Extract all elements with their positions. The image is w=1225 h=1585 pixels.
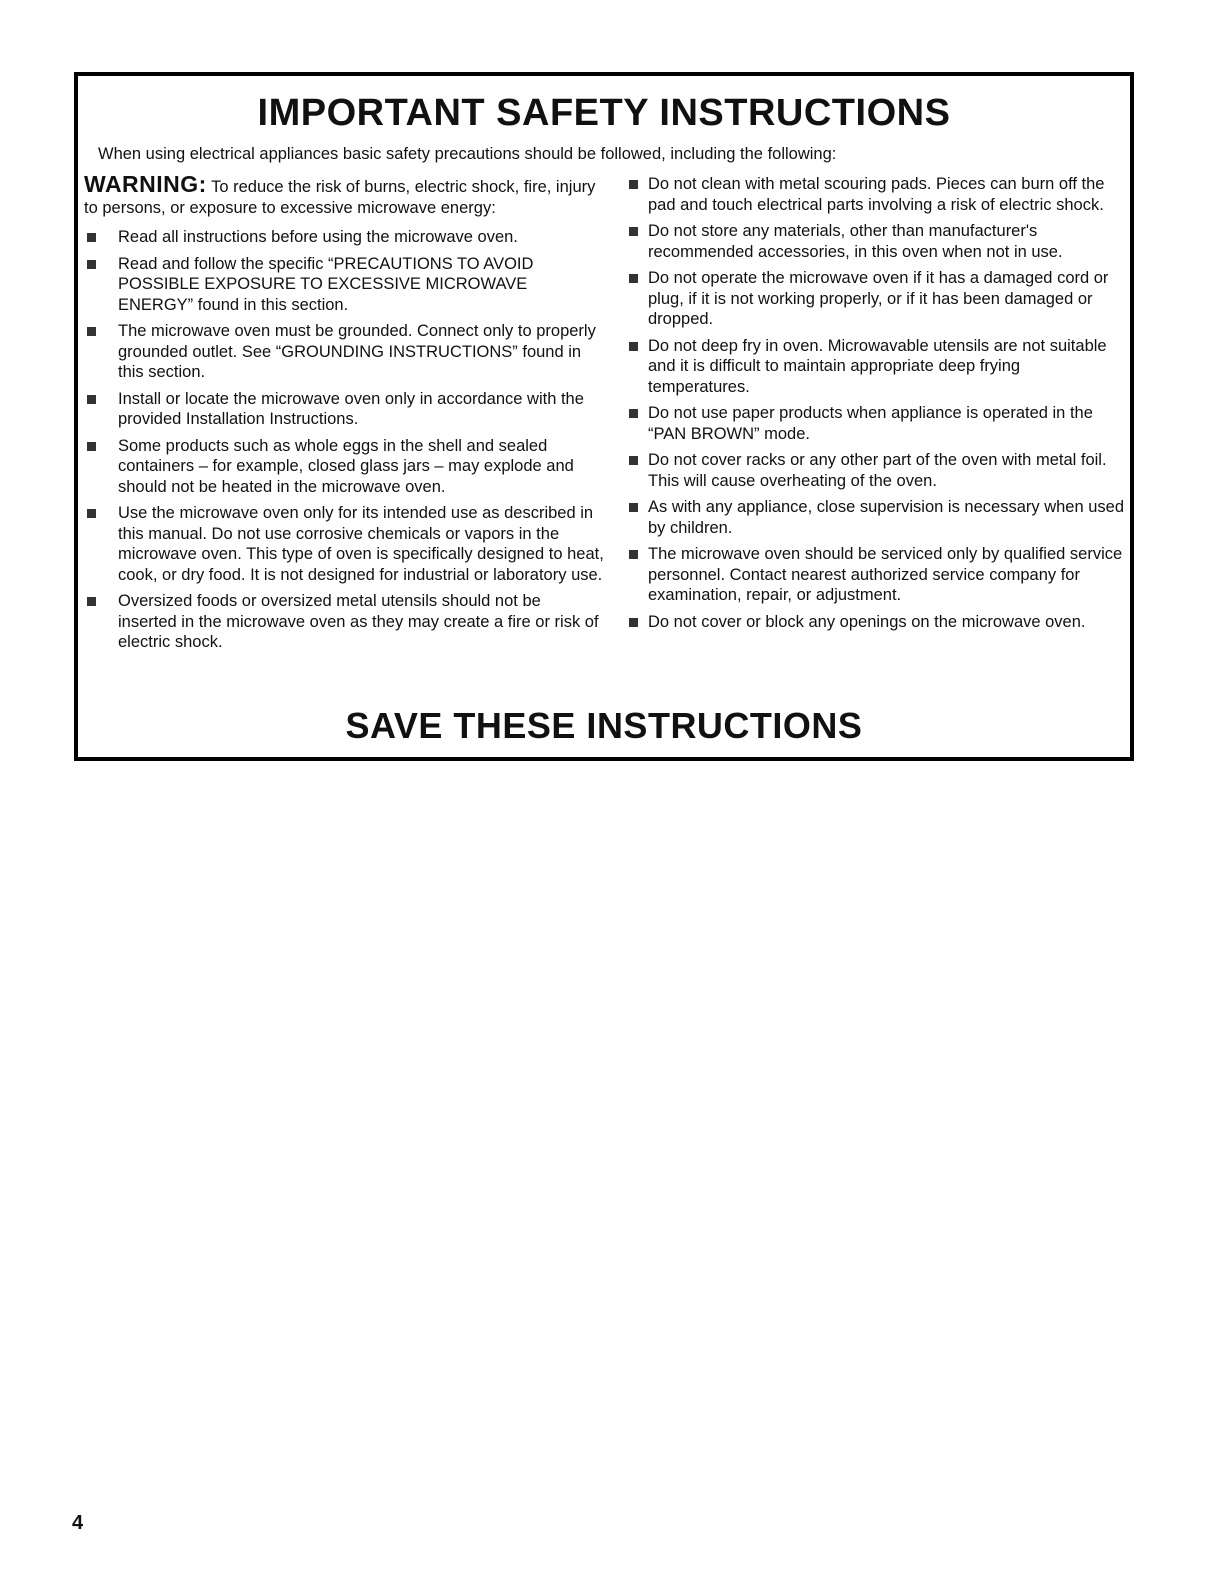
list-item-text: Install or locate the microwave oven only in accordance with the provided Installation Instructions.	[118, 389, 584, 428]
list-item-text: Do not clean with metal scouring pads. Pieces can burn off the pad and touch electrical parts involving a risk of electric shock.	[648, 175, 1105, 214]
list-item	[84, 436, 604, 498]
square-bullet-icon	[629, 227, 638, 236]
right-instruction-list	[626, 174, 1126, 632]
square-bullet-icon	[629, 618, 638, 627]
square-bullet-icon	[629, 180, 638, 189]
list-item	[626, 497, 1126, 538]
square-bullet-icon	[629, 409, 638, 418]
square-bullet-icon	[87, 327, 96, 336]
left-column	[84, 171, 604, 659]
list-item-text: The microwave oven should be serviced only by qualified service personnel. Contact nearest authorized service company for examination, repair, or adjustment.	[648, 545, 1123, 604]
intro-text: When using electrical appliances basic safety precautions should be followed, including the following:	[98, 145, 837, 163]
list-item-text: Do not cover or block any openings on the microwave oven.	[648, 612, 1086, 631]
list-item	[84, 321, 604, 383]
list-item	[84, 503, 604, 585]
square-bullet-icon	[629, 456, 638, 465]
list-item-text: Do not cover racks or any other part of the oven with metal foil. This will cause overheating of the oven.	[648, 451, 1107, 490]
list-item-text: Do not deep fry in oven. Microwavable utensils are not suitable and it is difficult to maintain appropriate deep frying temperatures.	[648, 336, 1107, 396]
list-item-text: As with any appliance, close supervision is necessary when used by children.	[648, 498, 1125, 537]
square-bullet-icon	[87, 597, 96, 606]
square-bullet-icon	[87, 260, 96, 269]
list-item	[626, 450, 1126, 491]
list-item	[626, 403, 1126, 444]
square-bullet-icon	[629, 503, 638, 512]
list-item-text: Some products such as whole eggs in the shell and sealed containers – for example, closed glass jars – may explode and should not be heated in the microwave oven.	[118, 436, 574, 496]
list-item	[84, 389, 604, 430]
save-instructions-heading: SAVE THESE INSTRUCTIONS	[345, 705, 863, 746]
list-item-text: Do not use paper products when appliance is operated in the “PAN BROWN” mode.	[648, 404, 1093, 443]
list-item-text: Read all instructions before using the microwave oven.	[118, 228, 518, 246]
list-item-text: Read and follow the specific “PRECAUTIONS TO AVOID POSSIBLE EXPOSURE TO EXCESSIVE MICROWAVE ENERGY” found in this section.	[118, 254, 534, 314]
page-number: 4	[72, 1512, 84, 1534]
safety-instructions-box	[74, 72, 1134, 761]
list-item-text: The microwave oven must be grounded. Connect only to properly grounded outlet. See “GROUNDING INSTRUCTIONS” found in this section.	[118, 322, 596, 381]
warning-paragraph	[84, 171, 604, 218]
list-item-text: Do not operate the microwave oven if it has a damaged cord or plug, if it is not working properly, or if it has been damaged or dropped.	[648, 269, 1109, 328]
list-item-text: Oversized foods or oversized metal utensils should not be inserted in the microwave oven as they may create a fire or risk of electric shock.	[118, 592, 599, 651]
right-column	[626, 174, 1126, 638]
square-bullet-icon	[629, 342, 638, 351]
list-item	[626, 612, 1126, 633]
square-bullet-icon	[629, 274, 638, 283]
square-bullet-icon	[87, 395, 96, 404]
list-item-text: Do not store any materials, other than manufacturer's recommended accessories, in this oven when not in use.	[648, 222, 1063, 261]
list-item	[626, 174, 1126, 215]
square-bullet-icon	[87, 442, 96, 451]
list-item	[626, 268, 1126, 330]
square-bullet-icon	[629, 550, 638, 559]
list-item	[84, 254, 604, 316]
list-item	[84, 591, 604, 653]
page-title: IMPORTANT SAFETY INSTRUCTIONS	[257, 92, 951, 134]
list-item	[84, 227, 604, 248]
list-item	[626, 221, 1126, 262]
left-instruction-list	[84, 227, 604, 653]
list-item	[626, 336, 1126, 398]
list-item	[626, 544, 1126, 606]
warning-text: To reduce the risk of burns, electric shock, fire, injury to persons, or exposure to excessive microwave energy:	[84, 178, 596, 217]
square-bullet-icon	[87, 233, 96, 242]
list-item-text: Use the microwave oven only for its intended use as described in this manual. Do not use corrosive chemicals or vapors in the microwave oven. This type of oven is specifically designed to heat, cook, or dry food. It is not designed for industrial or laboratory use.	[118, 504, 604, 584]
square-bullet-icon	[87, 509, 96, 518]
warning-label: WARNING:	[84, 171, 207, 197]
